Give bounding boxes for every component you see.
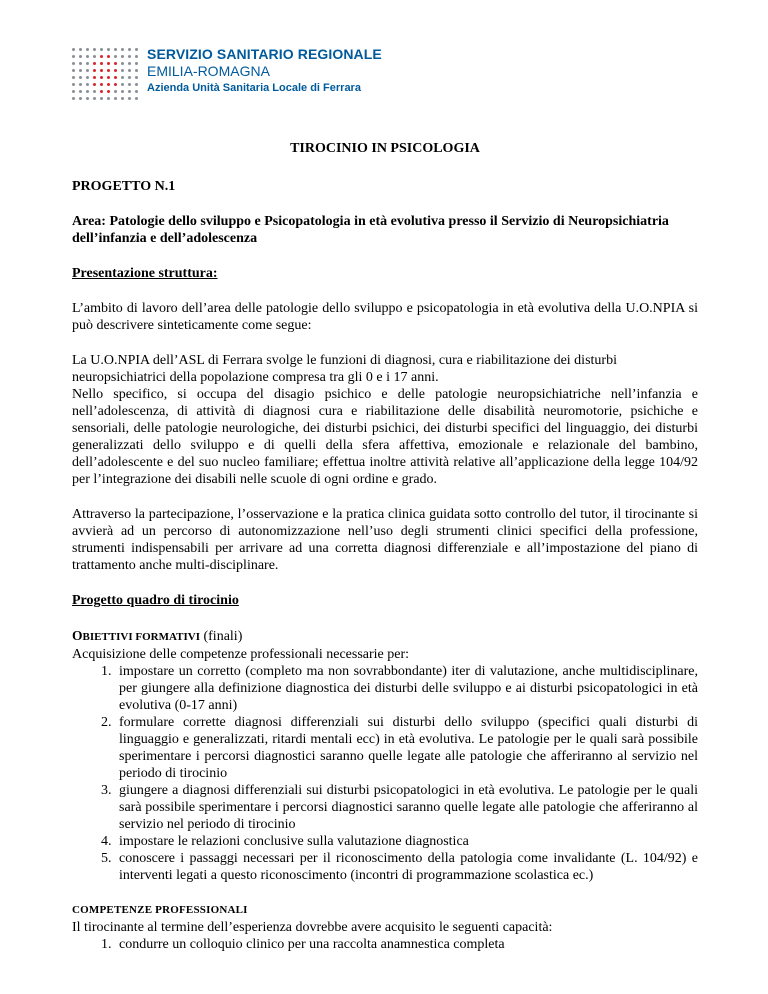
letterhead — [72, 46, 382, 101]
org-line-3: Azienda Unità Sanitaria Locale di Ferrara — [147, 82, 361, 94]
document-title: TIROCINIO IN PSICOLOGIA — [290, 141, 480, 156]
obiettivi-intro: Acquisizione delle competenze professionali necessarie per: — [72, 647, 410, 662]
obiettivi-list — [72, 663, 698, 884]
list-item: 2. formulare corrette diagnosi differenziali sui disturbi dello sviluppo (specifici quali disturbi di linguaggio e generalizzati, ritardi mentali ecc) in età evolutiva. Le patologie per le quali sarà possibile sperimentare i percorsi diagnostici saranno quelle legate alle patologie che afferiranno al servizio nel periodo di tirocinio — [115, 714, 698, 782]
list-item: 1. condurre un colloquio clinico per una raccolta anamnestica completa — [115, 936, 698, 953]
list-item: 4. impostare le relazioni conclusive sulla valutazione diagnostica — [115, 833, 698, 850]
document-body — [72, 140, 698, 953]
competenze-list — [72, 936, 698, 953]
area-description: Area: Patologie dello sviluppo e Psicopatologia in età evolutiva presso il Servizio di Neuropsichiatria dell’infanzia e dell’adolescenza — [72, 214, 669, 246]
list-item: 5. conoscere i passaggi necessari per il riconoscimento della patologia come invalidante (L. 104/92) e interventi legati a questo riconoscimento (incontri di programmazione scolastica ec.) — [115, 850, 698, 884]
paragraph-funzioni: La U.O.NPIA dell’ASL di Ferrara svolge le funzioni di diagnosi, cura e riabilitazione dei disturbi neuropsichiatrici della popolazione compresa tra gli 0 e i 17 anni. — [72, 353, 617, 385]
regional-logo-icon — [72, 48, 139, 101]
obiettivi-heading — [72, 627, 698, 646]
list-item: 3. giungere a diagnosi differenziali sui disturbi psicopatologici in età evolutiva. Le patologie per le quali sarà possibile sperimentare i percorsi diagnostici saranno quelle legate alle patologie che afferiranno al servizio nel periodo di tirocinio — [115, 782, 698, 833]
paragraph-specifico: Nello specifico, si occupa del disagio psichico e delle patologie neuropsichiatriche nell’infanzia e nell’adolescenza, di attività di diagnosi cura e riabilitazione delle disabilità neuromotorie, psichiche e sensoriali, delle patologie neurologiche, dei disturbi psichici, dei disturbi specifici del linguaggio, dei disturbi generalizzati dello sviluppo e di quelli della sfera affettiva, emozionale e relazionale del bambino, dell’adolescente e del suo nucleo familiare; effettua inoltre attività relative all’applicazione della legge 104/92 per l’integrazione dei disabili nelle scuole di ogni ordine e grado. — [72, 387, 698, 487]
obiettivi-rest: BIETTIVI FORMATIVI — [82, 631, 200, 643]
list-item: 1. impostare un corretto (completo ma non sovrabbondante) iter di valutazione, anche multidisciplinare, per giungere alla definizione diagnostica dei disturbi delle sviluppo e ai disturbi psicopatologici in età evolutiva (0-17 anni) — [115, 663, 698, 714]
obiettivi-initial: O — [72, 628, 83, 643]
paragraph-ambito: L’ambito di lavoro dell’area delle patologie dello sviluppo e psicopatologia in età evolutiva della U.O.NPIA si può descrivere sinteticamente come segue: — [72, 301, 698, 333]
section-heading-progetto: Progetto quadro di tirocinio — [72, 593, 239, 608]
org-line-1: SERVIZIO SANITARIO REGIONALE — [147, 46, 382, 62]
project-number: PROGETTO N.1 — [72, 179, 176, 194]
section-heading-presentazione: Presentazione struttura: — [72, 266, 218, 281]
competenze-heading: COMPETENZE PROFESSIONALI — [72, 904, 248, 916]
org-line-2: EMILIA-ROMAGNA — [147, 63, 270, 79]
competenze-intro: Il tirocinante al termine dell’esperienza dovrebbe avere acquisito le seguenti capacità: — [72, 920, 553, 935]
paragraph-partecipazione: Attraverso la partecipazione, l’osservazione e la pratica clinica guidata sotto controllo del tutor, il tirocinante si avvierà ad un percorso di autonomizzazione nell’uso degli strumenti clinici specifici della professione, strumenti indispensabili per arrivare ad una corretta diagnosi differenziale e all’impostazione del piano di trattamento anche multi-disciplinare. — [72, 507, 698, 573]
organization-name — [147, 46, 382, 96]
obiettivi-suffix: (finali) — [199, 629, 243, 644]
